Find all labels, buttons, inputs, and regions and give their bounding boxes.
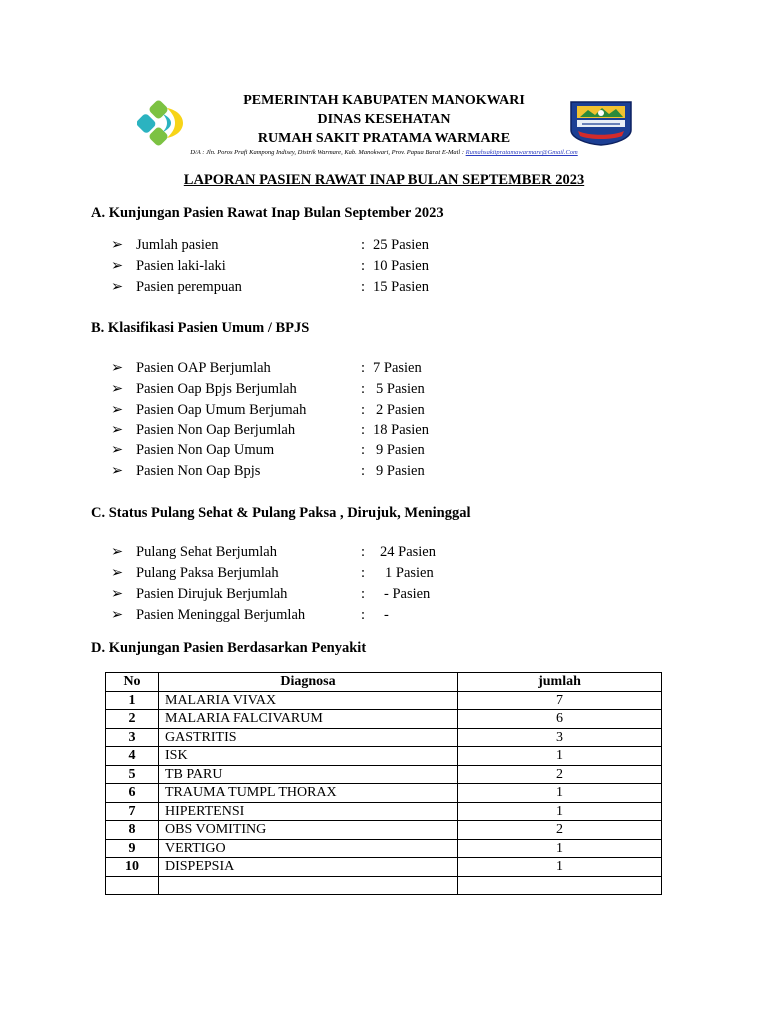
table-row [106, 784, 662, 803]
cell-no: 7 [106, 802, 159, 821]
item-value: 25 Pasien [373, 237, 429, 253]
item-label: Pasien Oap Bpjs Berjumlah [136, 381, 297, 397]
cell-no: 4 [106, 747, 159, 766]
section-c-heading: C. Status Pulang Sehat & Pulang Paksa , Dirujuk, Meninggal [91, 505, 471, 521]
item-value: 7 Pasien [373, 360, 422, 376]
item-label: Pasien Oap Umum Berjumah [136, 402, 307, 418]
arrow-bullet-icon: ➢ [111, 279, 124, 295]
item-colon: : [361, 237, 366, 253]
item-value: 2 Pasien [376, 402, 425, 418]
cell-diagnosa: MALARIA FALCIVARUM [159, 710, 458, 729]
table-row [106, 765, 662, 784]
cell-diagnosa: HIPERTENSI [159, 802, 458, 821]
arrow-bullet-icon: ➢ [111, 544, 124, 560]
address-text: D/A : Jln. Poros Prafi Kampong Indisey, Distrik Warmare, Kab. Manokwari, Prov. Papua Barat E-Mail : [190, 149, 466, 156]
cell-diagnosa: OBS VOMITING [159, 821, 458, 840]
item-label: Pasien Meninggal Berjumlah [136, 607, 306, 623]
cell-diagnosa: DISPEPSIA [159, 858, 458, 877]
arrow-bullet-icon: ➢ [111, 463, 124, 479]
item-label: Pulang Paksa Berjumlah [136, 565, 279, 581]
item-value: 15 Pasien [373, 279, 429, 295]
cell-no: 2 [106, 710, 159, 729]
header-department-name: DINAS KESEHATAN [317, 112, 451, 127]
arrow-bullet-icon: ➢ [111, 402, 124, 418]
cell-no: 9 [106, 839, 159, 858]
item-colon: : [361, 607, 366, 623]
table-row [106, 839, 662, 858]
cell-diagnosa: TRAUMA TUMPL THORAX [159, 784, 458, 803]
item-colon: : [361, 422, 366, 438]
item-colon: : [361, 258, 366, 274]
table-row [106, 802, 662, 821]
table-row [106, 710, 662, 729]
item-colon: : [361, 279, 366, 295]
cell-jumlah: 3 [458, 728, 662, 747]
item-colon: : [361, 565, 366, 581]
cell-jumlah: 1 [458, 802, 662, 821]
table-row [106, 821, 662, 840]
arrow-bullet-icon: ➢ [111, 565, 124, 581]
item-value: 9 Pasien [376, 463, 425, 479]
cell-no: 8 [106, 821, 159, 840]
section-a-heading: A. Kunjungan Pasien Rawat Inap Bulan September 2023 [91, 205, 444, 221]
cell-jumlah: 1 [458, 858, 662, 877]
cell-diagnosa: GASTRITIS [159, 728, 458, 747]
arrow-bullet-icon: ➢ [111, 442, 124, 458]
item-value: 10 Pasien [373, 258, 429, 274]
cell-jumlah: 1 [458, 747, 662, 766]
item-colon: : [361, 544, 366, 560]
table-row [106, 858, 662, 877]
cell-jumlah: 1 [458, 784, 662, 803]
item-label: Pasien OAP Berjumlah [136, 360, 271, 376]
item-colon: : [361, 463, 366, 479]
arrow-bullet-icon: ➢ [111, 237, 124, 253]
header-hospital-name: RUMAH SAKIT PRATAMA WARMARE [257, 131, 511, 146]
table-row [106, 747, 662, 766]
column-header-no: No [106, 673, 159, 692]
cell-no: 3 [106, 728, 159, 747]
cell-no: 5 [106, 765, 159, 784]
header-address [0, 148, 768, 158]
cell-jumlah: 2 [458, 821, 662, 840]
section-d-heading: D. Kunjungan Pasien Berdasarkan Penyakit [91, 640, 367, 656]
column-header-diagnosa: Diagnosa [159, 673, 458, 692]
item-value: 5 Pasien [376, 381, 425, 397]
arrow-bullet-icon: ➢ [111, 607, 124, 623]
cell-no: 6 [106, 784, 159, 803]
item-value: - [384, 607, 389, 623]
cell-no: 1 [106, 691, 159, 710]
item-value: 1 Pasien [385, 565, 434, 581]
arrow-bullet-icon: ➢ [111, 360, 124, 376]
item-label: Pasien Non Oap Bpjs [136, 463, 261, 479]
cell-diagnosa: VERTIGO [159, 839, 458, 858]
item-label: Jumlah pasien [136, 237, 219, 253]
table-row [106, 691, 662, 710]
item-value: - Pasien [384, 586, 431, 602]
table-row [106, 876, 662, 895]
arrow-bullet-icon: ➢ [111, 258, 124, 274]
cell-diagnosa: TB PARU [159, 765, 458, 784]
header-government-name: PEMERINTAH KABUPATEN MANOKWARI [243, 93, 525, 108]
item-colon: : [361, 360, 366, 376]
section-b-heading: B. Klasifikasi Pasien Umum / BPJS [91, 320, 310, 336]
cell-diagnosa: ISK [159, 747, 458, 766]
item-label: Pasien laki-laki [136, 258, 226, 274]
item-label: Pasien perempuan [136, 279, 242, 295]
report-title: LAPORAN PASIEN RAWAT INAP BULAN SEPTEMBER 2023 [183, 172, 585, 188]
cell-no: 10 [106, 858, 159, 877]
item-label: Pasien Non Oap Berjumlah [136, 422, 296, 438]
column-header-jumlah: jumlah [458, 673, 662, 692]
cell-jumlah: 2 [458, 765, 662, 784]
cell-jumlah [458, 876, 662, 895]
email-link[interactable]: Rumahsakitpratamawarmare@Gmail.Com [465, 149, 578, 156]
cell-jumlah: 1 [458, 839, 662, 858]
item-value: 9 Pasien [376, 442, 425, 458]
cell-no [106, 876, 159, 895]
table-header-row [106, 673, 662, 692]
item-label: Pasien Dirujuk Berjumlah [136, 586, 288, 602]
arrow-bullet-icon: ➢ [111, 586, 124, 602]
arrow-bullet-icon: ➢ [111, 381, 124, 397]
item-colon: : [361, 442, 366, 458]
item-colon: : [361, 381, 366, 397]
cell-diagnosa: MALARIA VIVAX [159, 691, 458, 710]
item-colon: : [361, 402, 366, 418]
item-label: Pulang Sehat Berjumlah [136, 544, 277, 560]
cell-jumlah: 7 [458, 691, 662, 710]
diagnosis-table [105, 672, 662, 895]
table-row [106, 728, 662, 747]
item-colon: : [361, 586, 366, 602]
item-value: 24 Pasien [380, 544, 436, 560]
item-value: 18 Pasien [373, 422, 429, 438]
item-label: Pasien Non Oap Umum [136, 442, 275, 458]
cell-diagnosa [159, 876, 458, 895]
arrow-bullet-icon: ➢ [111, 422, 124, 438]
cell-jumlah: 6 [458, 710, 662, 729]
